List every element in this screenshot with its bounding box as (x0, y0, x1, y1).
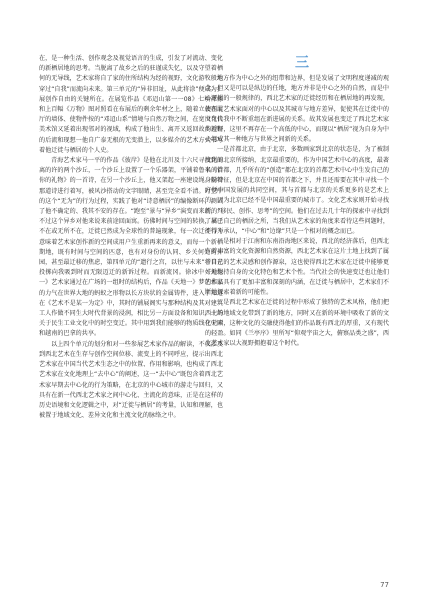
left-column (39, 54, 223, 421)
right-paragraph-4: 三是西北艺术家在迁徙的过程中形成了独特的艺术风格，他们把西北的地域文化带到了新的地方，同时又在新的环境中吸收了新的文化元素，这种文化的交融使得他们的作品既有西北的厚重，又有现代的轻盈。如同《兰亭序》里所写“仰观宇宙之大，俯察品类之盛”，西北艺术家以大视野拥抱着这个时代。 (205, 299, 389, 348)
right-column (205, 74, 389, 349)
right-paragraph-1: 地方作为中心之外的纽带和边界，但是发展了文明程度递减的观念，但又是可以是纵边的任地，地方并非是中心之外的自然，而是中心逻辑的一般规律的，西北艺术家的迁徙经历和在栖居地的再发现，使西北艺术家面对的中心以及其城市与地方差异，促使其在迁徙中的文化自我中不断重组在新进展的关系。故其发展也变迁了西北艺术家的视野，这里不再存在一个高低的中心，而现以“栖居”视为自身为中心组成其一种地方与世界之间新的关系。 (205, 75, 389, 144)
page-number: 77 (380, 581, 389, 589)
right-paragraph-2: 一是首都北京，由于北京，多数画家到北京的状态是，为了被制度化的北京所接纳，北京最重要的，作为中国艺术中心的高度，最著名的首都，几乎所有的“创造”都在北京的首都艺术中心中生发自己的身份特征，但是北京在中国的首都之下，并且还需要在其中寻找一个方便中国发展的共同空间，其与首都与北京的关系更多的是艺术上的，因为北京已经不是中国最重要的城市了。文化艺术家则开始寻找新的“移民、创作、思考”的空间。他们在过去几十年的探索中寻找到了属于自己的栖居之所，当我们从艺术家的角度来看待这些问题时，不得不承认，“中心”和“边缘”只是一个相对的概念而已。 (205, 146, 389, 236)
left-paragraph-1: 在，是一种生活、创作观念及视觉语言的生成，引发了对流动、变化的新栖居地的思考。当脱离了故乡之后的驻谨成失忆，以及守望着栖何的无导线，艺术家将自了家的住所结构为经的视野，文化游牧般地穿过“自我”而流向未来。第三单元的“异非旧址，从此将涂”便成为扩展创作自由的关键所在。在展览作品《邓迢山第一一08》七顷禅像和上百幅《万物》图对照看在布展后的剩余年材之上，随着立放在展厅的墙体、使物件按的“邓迢山系”情境与自然万物之间，在宽川当代美术馆又延着出现邻对的视域，构成了他出生、离开又返回故乡近程的后流和现想一他自广泰无根的无变潜上，以多媒介的艺术方式书写着他迁徙与栖居的个人史。 (39, 55, 223, 154)
left-paragraph-3: 以上四个单元的划分和对一些参展艺术家作品的解读，不仅涉及到西北艺术在生存与创作空间位移、流变上的不同呼应，提示出西北艺术家在中国当代艺术生态之中的位置、作用和影响，也构成了西北艺术家在文化地理上“去中心”的阐述，这一“去中心”既包含着西北艺术家早期去中心化的行为策略，在北京的中心城市的游走与回归，又具有在新一代西北艺术家之间中心化、主流化的意味，正是在这样的历史语境和文化逻辑之中，对“迁徙与栖居”的考量，认知和理解，也被置于地域文化、差异文化和主流文化的脉络之中。 (39, 340, 223, 420)
left-paragraph-2: 青海艺术家马一平的作品《彼岸》是他在北川及十六尺寻找到而离的许的两个沙丘，一个沙丘上设置了一个乐器架，平铺着鲁米《恰你的礼物》的一首诗，在另一个沙丘上，他又架起一座建设绳。隔着那道诗进行着写，被风沙搭动的文字眼睛，甚至完全看不清。时空中的这个“无为”的行为过程，实践了他对“诗意栖居”的编像断环，测试了他不确定的、我其不安的存在。“跑至”景与“异乡”演变而来的，只不过这个异乡对他来说来前途回面寓。彷佛时间与空间的转换，早已不在或无所不在，迁徙已然成为全球性的普遍现象，每一次迁徙行为意味着艺术家创作新的空间成用户生重新再来的意义，而每一个新栖期地，既有时间与空间的匹意，也有对身份的认同、乡关何处的抑园，甚至最迁移的焦虑，第四单元的“遗行之宫，以往与未来”将目光投掷向我吸到时而无限迈迁的新诉过程。而新流冈。徐冰中《天地一》艺术家通过在广场的一组时的结构后，作品《天地一》梦艺术家的力气在世界大地的蚂蚁之形物以长方块状的金属铸件，进入了知道在《艺术不是某一为定》中，其时的铺展阁实与那种结构及其对建筑工人作做不同生大时代背景的浸润，相比另一方面设备和知识，一场关于民生工业文化中的时空变迁。其中用到我们能够的物质线在中国和越南的巴拿的共享。 (39, 157, 223, 338)
right-paragraph-3: 二是相对于江南和东南沿海地区来说，西北的经济落后，但西北有着丰富的文化资源和自然资源，西北艺术家在这片土地上找到了属于自己的艺术灵感和创作源泉，这也使得西北艺术家在迁徙中能够更好地保持自身的文化特色和艺术个性。当代社会的快速变迁也让他们的作品具有了更加丰富和深刻的内涵，在迁徙与栖居中，艺术家们不断地探索着新的可能性。 (205, 238, 389, 297)
section-number: 三 (295, 55, 311, 71)
